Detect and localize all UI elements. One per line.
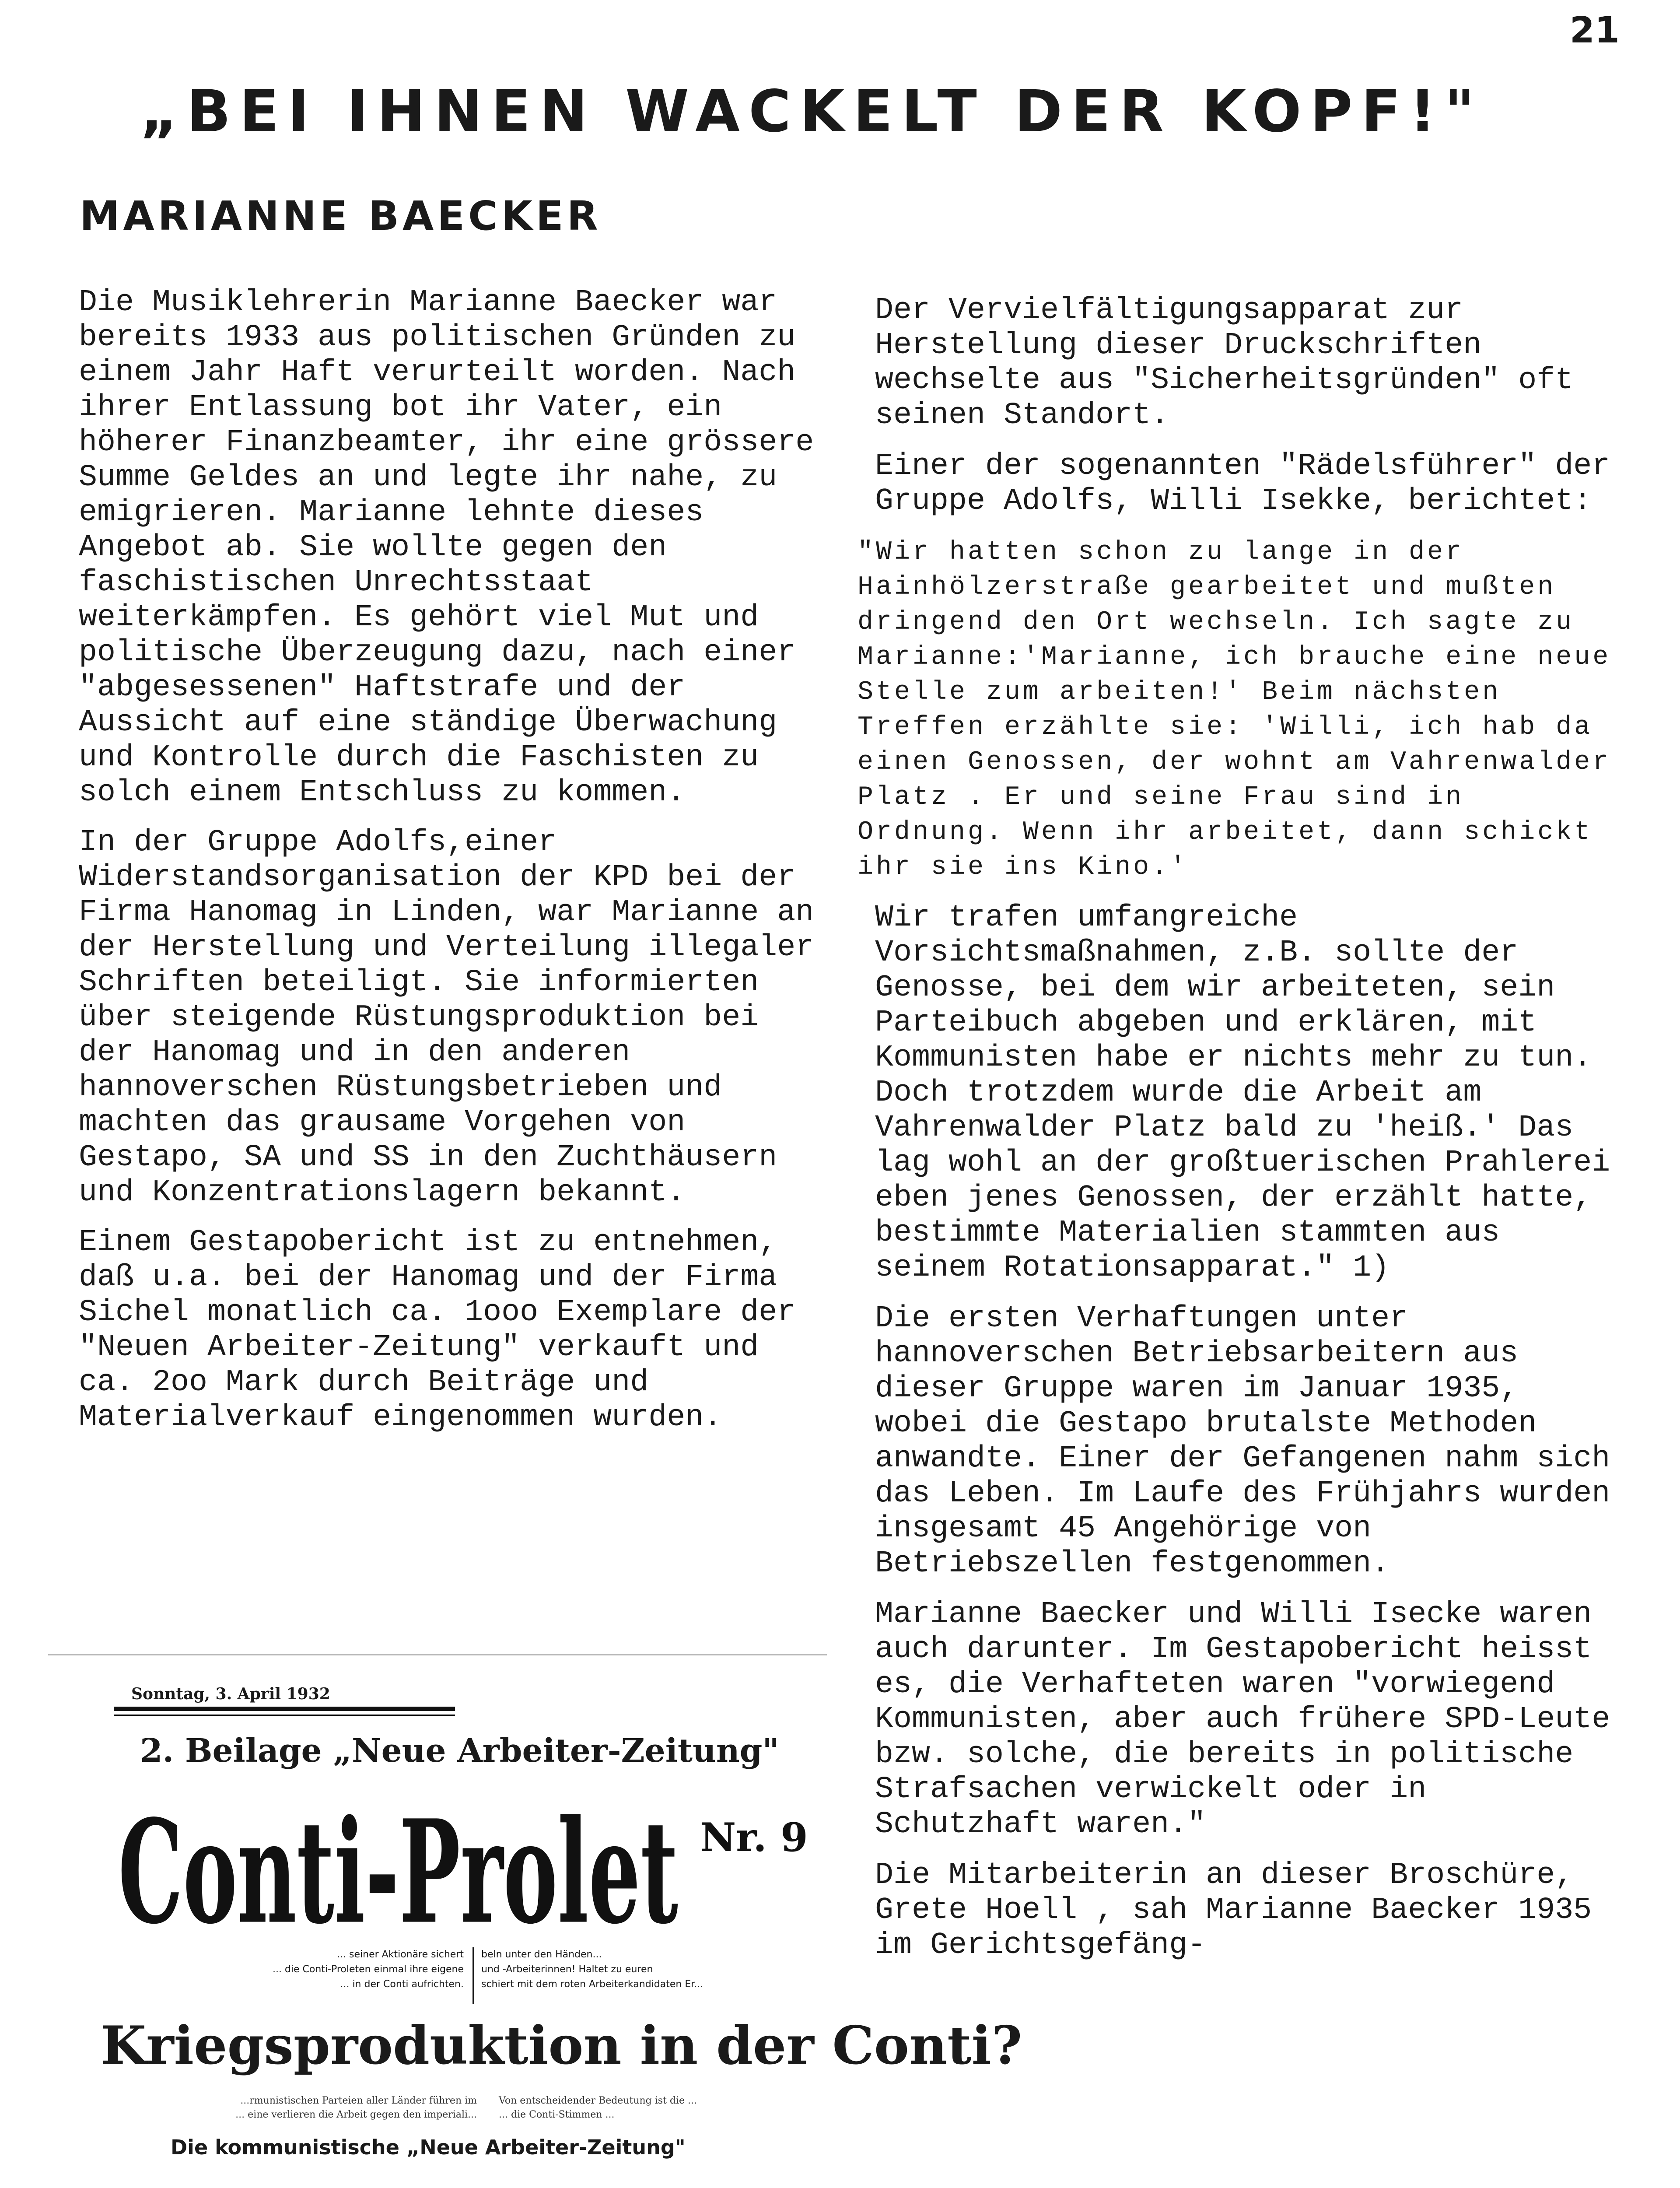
masthead-issue-note: Nr. 9 [700,1814,808,1861]
paragraph: In der Gruppe Adolfs,einer Widerstandsorganisation der KPD bei der Firma Hanomag in Linden, war Marianne an der Herstellung und Verteilung illegaler Schriften beteiligt. Sie informierten über steigende Rüstungsproduktion bei der Hanomag und in den anderen hannoverschen Rüstungsbetrieben und machten das grausame Vorgehen von Gestapo, SA und SS in den Zuchthäusern und Konzentrationslagern bekannt. [79,825,814,1210]
clipping-note-line: schiert mit dem roten Arbeiterkandidaten Er... [481,1979,704,1990]
newspaper-clipping [101,1680,1022,2188]
paragraph: Die Mitarbeiterin an dieser Broschüre, Grete Hoell , sah Marianne Baecker 1935 im Gerichtsgefäng- [875,1858,1592,1963]
masthead-title: Conti-Prolet [118,1794,679,1934]
paragraph: Die Musiklehrerin Marianne Baecker war bereits 1933 aus politischen Gründen zu einem Jahr Haft verurteilt worden. Nach ihrer Entlassung bot ihr Vater, ein höherer Finanzbeamter, ihr eine grössere Summe Geldes an und legte ihr nahe, zu emigrieren. Marianne lehnte dieses Angebot ab. Sie wollte gegen den faschistischen Unrechtsstaat weiterkämpfen. Es gehört viel Mut und politische Überzeugung dazu, nach einer "abgesessenen" Haftstrafe und der Aussicht auf eine ständige Überwachung und Kontrolle durch die Faschisten zu solch einem Entschluss zu kommen. [79,285,814,810]
clipping-notes-right [481,1947,788,1992]
paragraph: Wir trafen umfangreiche Vorsichtsmaßnahmen, z.B. sollte der Genosse, bei dem wir arbeiteten, sein Parteibuch abgeben und erklären, mit Kommunisten habe er nichts mehr zu tun. Doch trotzdem wurde die Arbeit am Vahrenwalder Platz bald zu 'heiß.' Das lag wohl an der großtuerischen Prahlerei eben jenes Genossen, der erzählt hatte, bestimmte Materialien stammten aus seinem Rotationsapparat." 1) [875,901,1610,1285]
clipping-body-line: ...rmunistischen Parteien aller Länder führen im [240,2095,477,2106]
clipping-rule [114,1715,455,1716]
paragraph: Einem Gestapobericht ist zu entnehmen, daß u.a. bei der Hanomag und der Firma Sichel monatlich ca. 1ooo Exemplare der "Neuen Arbeiter-Zeitung" verkauft und ca. 2oo Mark durch Beiträge und Materialverkauf eingenommen wurden. [79,1225,796,1435]
clipping-body-line: ... die Conti-Stimmen ... [499,2109,615,2120]
column-divider-rule [48,1654,827,1655]
article-headline: „BEI IHNEN WACKELT DER KOPF!" [140,78,1484,145]
quotation-paragraph: "Wir hatten schon zu lange in der Hainhölzerstraße gearbeitet und mußten dringend den Ort wechseln. Ich sagte zu Marianne:'Marianne, ich brauche eine neue Stelle zum arbeiten!' Beim nächsten Treffen erzählte sie: 'Willi, ich hab da einen Genossen, der wohnt am Vahrenwalder Platz . Er und seine Frau sind in Ordnung. Wenn ihr arbeitet, dann schickt ihr sie ins Kino.' [858,537,1611,882]
paragraph: Marianne Baecker und Willi Isecke waren auch darunter. Im Gestapobericht heisst es, die Verhafteten waren "vorwiegend Kommunisten, aber auch frühere SPD-Leute bzw. solche, die bereits in politische Strafsachen verwickelt oder in Schutzhaft waren." [875,1597,1610,1842]
clipping-note-line: beln unter den Händen... [481,1949,602,1960]
clipping-headline: Kriegsproduktion in der Conti? [101,2015,1022,2076]
clipping-caption: Die kommunistische „Neue Arbeiter-Zeitung" [171,2135,686,2159]
clipping-date: Sonntag, 3. April 1932 [131,1685,330,1703]
clipping-note-line: und -Arbeiterinnen! Haltet zu euren [481,1964,653,1975]
clipping-divider [472,1947,474,2004]
section-author-heading: MARIANNE BAECKER [80,193,602,239]
paragraph: Die ersten Verhaftungen unter hannoverschen Betriebsarbeitern aus dieser Gruppe waren im Januar 1935, wobei die Gestapo brutalste Methoden anwandte. Einer der Gefangenen nahm sich das Leben. Im Laufe des Frühjahrs wurden insgesamt 45 Angehörige von Betriebszellen festgenommen. [875,1301,1610,1581]
clipping-body-line: ... eine verlieren die Arbeit gegen den imperiali... [235,2109,477,2120]
clipping-rule [114,1707,455,1711]
clipping-note-line: ... in der Conti aufrichten. [340,1979,464,1990]
clipping-note-line: ... die Conti-Proleten einmal ihre eigene [272,1964,464,1975]
clipping-masthead [101,1794,809,1934]
paragraph: Der Vervielfältigungsapparat zur Herstellung dieser Druckschriften wechselte aus "Sicherheitsgründen" oft seinen Standort. [875,293,1574,433]
clipping-note-line: ... seiner Aktionäre sichert [337,1949,464,1960]
clipping-body-line: Von entscheidender Bedeutung ist die ... [499,2095,697,2106]
clipping-body-left [101,2094,477,2122]
clipping-notes-left [118,1947,464,1992]
paragraph: Einer der sogenannten "Rädelsführer" der Gruppe Adolfs, Willi Isekke, berichtet: [875,449,1610,519]
page-number: 21 [1569,10,1620,51]
left-text-column [79,285,831,1450]
right-text-column [858,293,1614,1979]
clipping-supplement-title: 2. Beilage „Neue Arbeiter-Zeitung" [140,1732,779,1770]
clipping-body-right [499,2094,831,2122]
